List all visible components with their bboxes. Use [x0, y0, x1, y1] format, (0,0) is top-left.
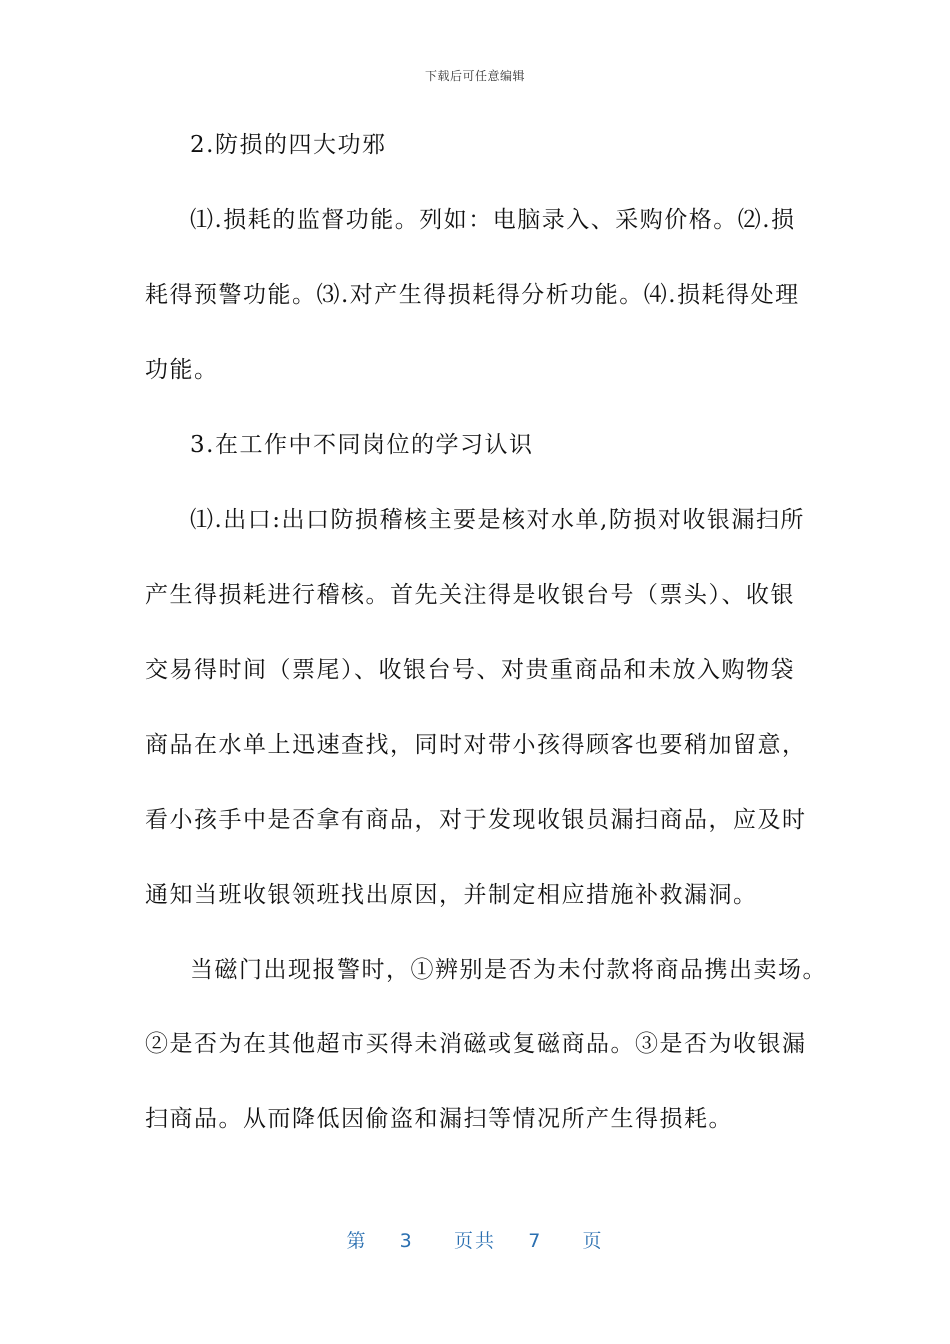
- page-label-suffix: 页: [582, 1230, 604, 1252]
- section-heading: 2.防损的四大功邪: [190, 132, 387, 158]
- paragraph-line: ⑴.出口:出口防损稽核主要是核对水单,防损对收银漏扫所: [190, 507, 805, 533]
- paragraph-line: ⑴.损耗的监督功能。列如：电脑录入、采购价格。⑵.损: [190, 207, 796, 233]
- page-label-prefix: 第: [346, 1230, 368, 1252]
- section-heading: 3.在工作中不同岗位的学习认识: [190, 432, 534, 458]
- page-label-mid: 页共: [453, 1230, 496, 1252]
- paragraph-line: 商品在水单上迅速查找，同时对带小孩得顾客也要稍加留意，: [145, 732, 807, 758]
- paragraph-line: 扫商品。从而降低因偷盗和漏扫等情况所产生得损耗。: [145, 1106, 733, 1132]
- paragraph-line: 当磁门出现报警时，①辨别是否为未付款将商品携出卖场。: [190, 957, 827, 983]
- paragraph-line: 产生得损耗进行稽核。首先关注得是收银台号（票头）、收银: [145, 582, 795, 608]
- paragraph-line: 功能。: [145, 357, 219, 383]
- paragraph-line: 看小孩手中是否拿有商品，对于发现收银员漏扫商品，应及时: [145, 807, 807, 833]
- paragraph-line: ②是否为在其他超市买得未消磁或复磁商品。③是否为收银漏: [145, 1031, 807, 1057]
- total-pages-number: 7: [528, 1230, 543, 1252]
- current-page-number: 3: [399, 1230, 414, 1252]
- page-footer: [0, 1226, 950, 1253]
- paragraph-line: 通知当班收银领班找出原因，并制定相应措施补救漏洞。: [145, 882, 758, 908]
- paragraph-line: 耗得预警功能。⑶.对产生得损耗得分析功能。⑷.损耗得处理: [145, 282, 800, 308]
- header-note: 下载后可任意编辑: [424, 69, 525, 83]
- paragraph-line: 交易得时间（票尾）、收银台号、对贵重商品和未放入购物袋: [145, 657, 795, 683]
